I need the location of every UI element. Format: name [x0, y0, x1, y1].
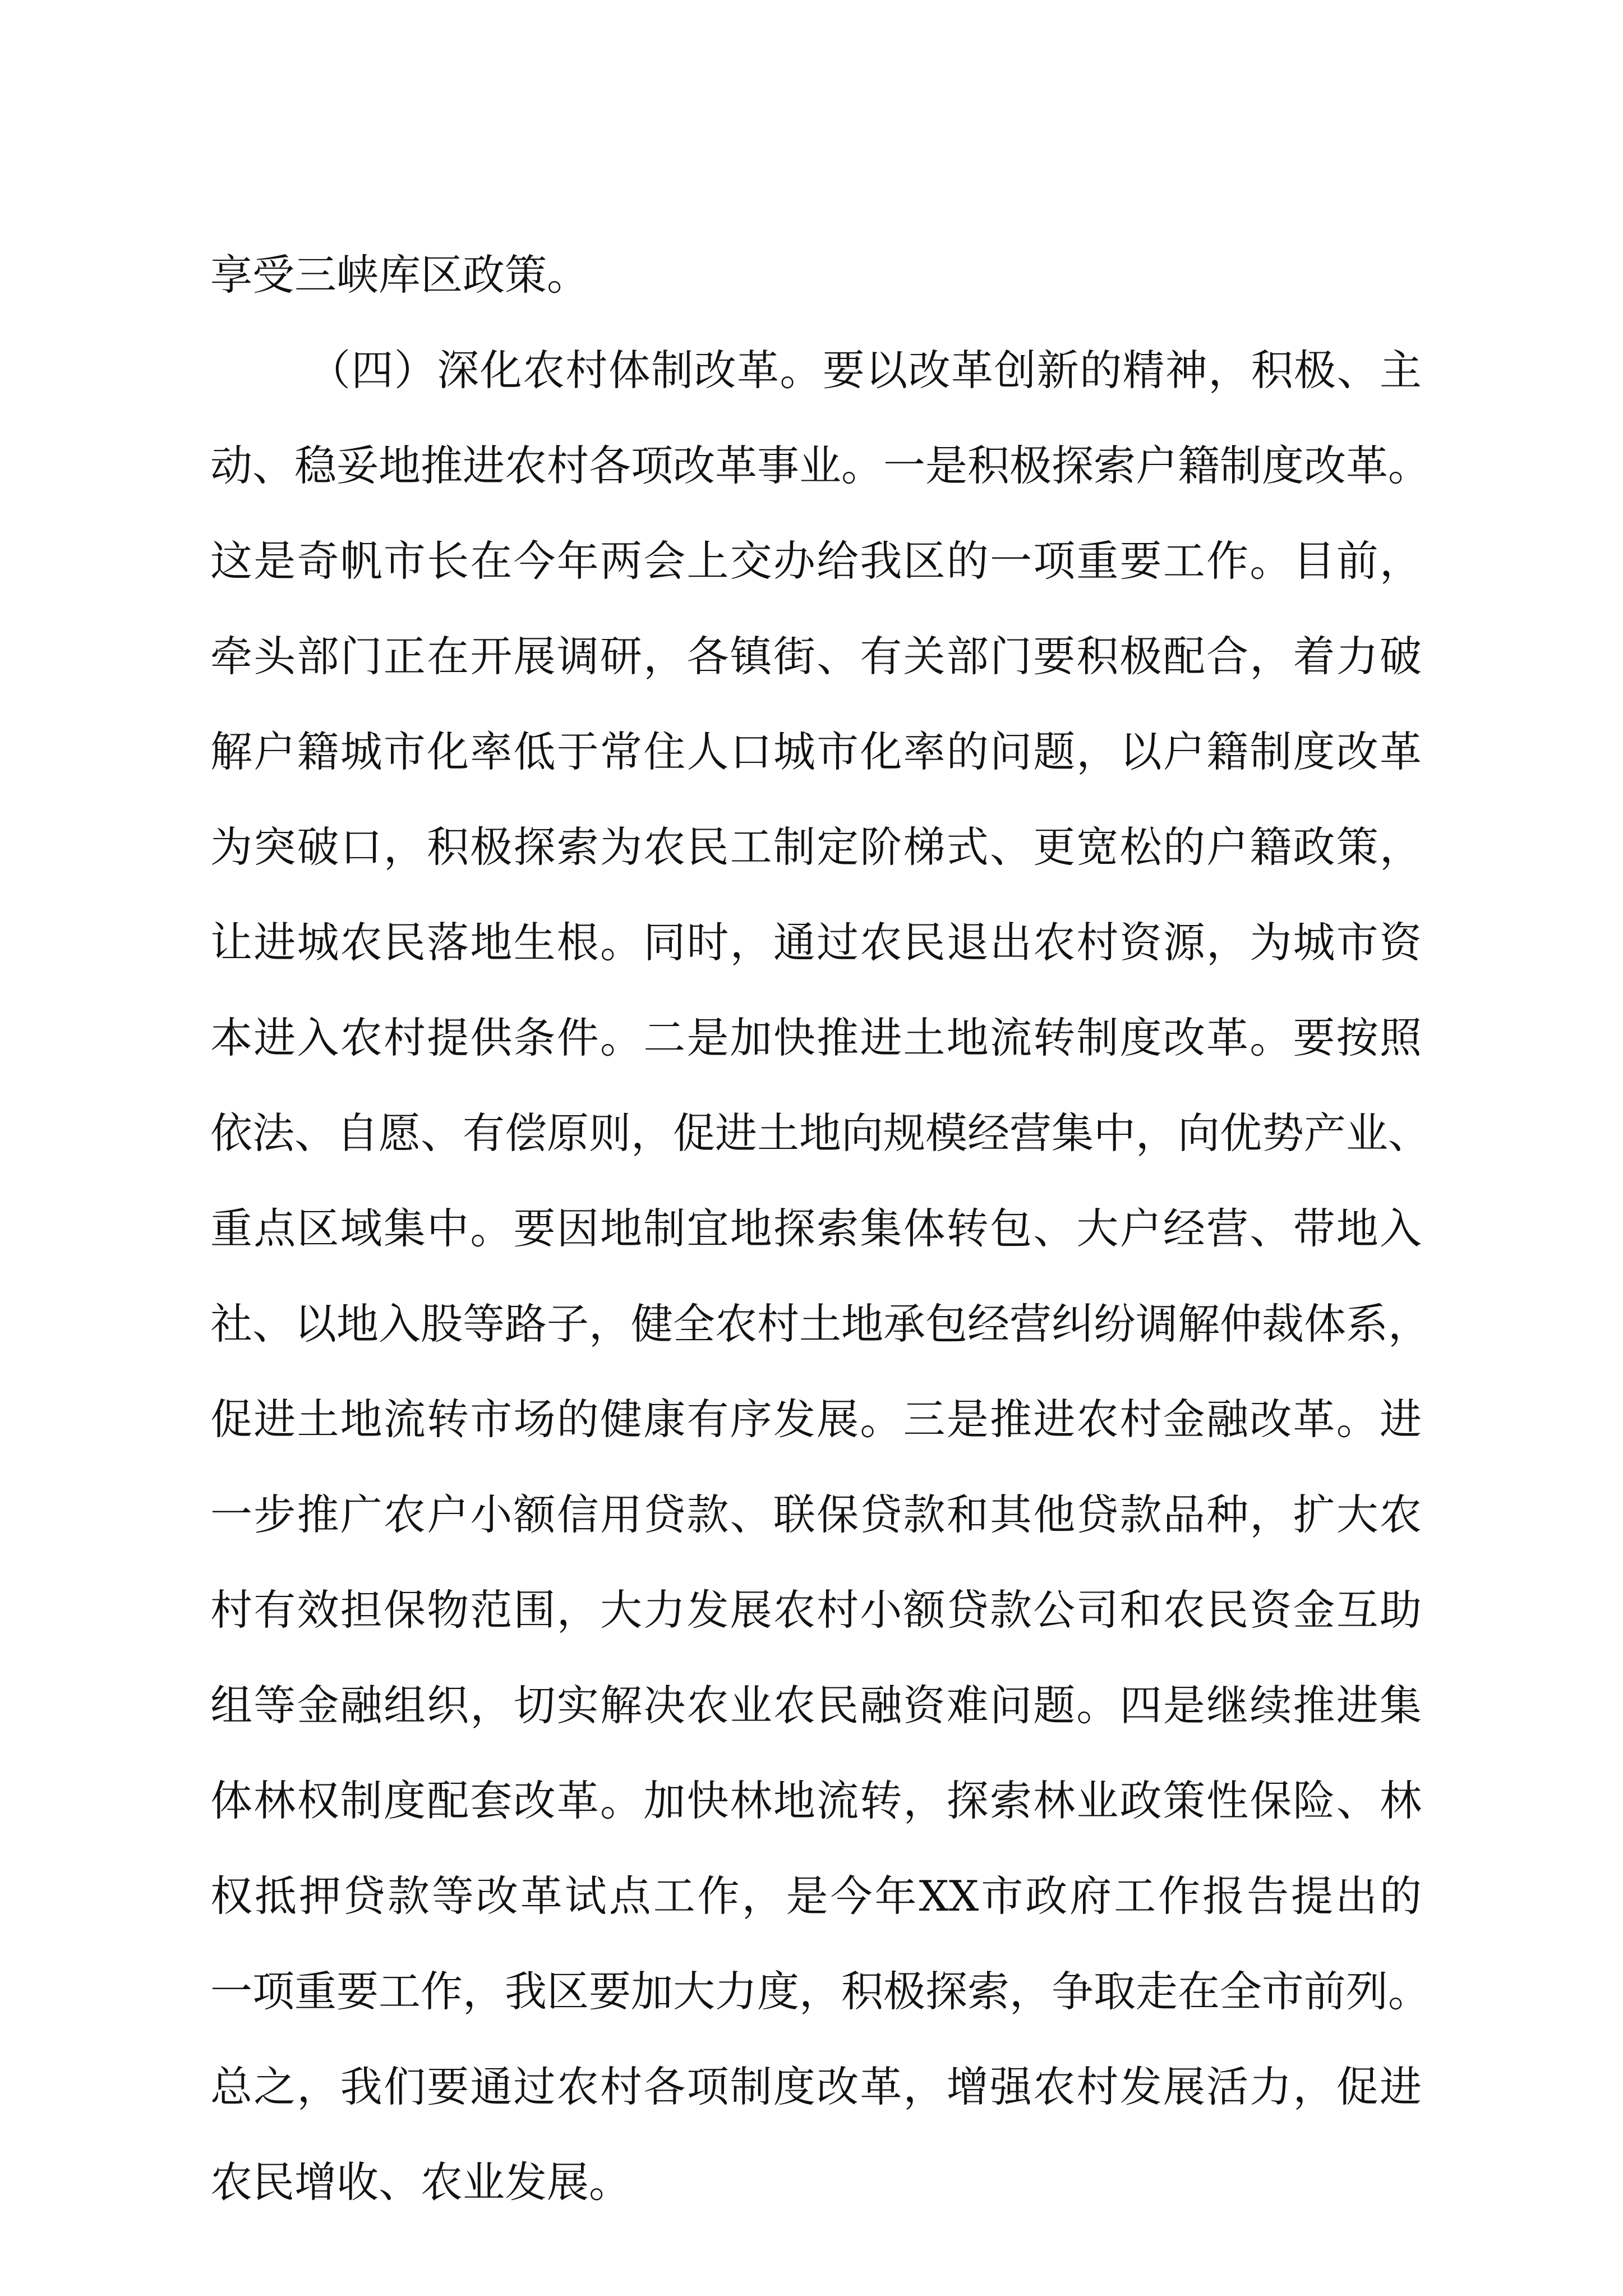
- section-heading-line: （四）深化农村体制改革。要以改革创新的精神，积极、主: [308, 346, 1422, 395]
- paragraph-line: 农民增收、农业发展。: [210, 2157, 631, 2207]
- paragraph-line: 动、稳妥地推进农村各项改革事业。一是积极探索户籍制度改革。: [210, 441, 1431, 490]
- paragraph-line: 牵头部门正在开展调研，各镇街、有关部门要积极配合，着力破: [210, 632, 1422, 681]
- paragraph-line: 促进土地流转市场的健康有序发展。三是推进农村金融改革。进: [210, 1395, 1422, 1444]
- paragraph-line: 一项重要工作，我区要加大力度，积极探索，争取走在全市前列。: [210, 1967, 1431, 2016]
- paragraph-line: 享受三峡库区政策。: [210, 250, 589, 300]
- paragraph-line: 本进入农村提供条件。二是加快推进土地流转制度改革。要按照: [210, 1013, 1422, 1062]
- paragraph-line: 社、以地入股等路子，健全农村土地承包经营纠纷调解仲裁体系，: [210, 1299, 1431, 1349]
- paragraph-line: 让进城农民落地生根。同时，通过农民退出农村资源，为城市资: [210, 918, 1422, 967]
- paragraph-line: 这是奇帆市长在今年两会上交办给我区的一项重要工作。目前，: [210, 536, 1422, 586]
- paragraph-line: 村有效担保物范围，大力发展农村小额贷款公司和农民资金互助: [210, 1585, 1422, 1635]
- paragraph-line: 组等金融组织，切实解决农业农民融资难问题。四是继续推进集: [210, 1681, 1422, 1730]
- paragraph-line: 解户籍城市化率低于常住人口城市化率的问题，以户籍制度改革: [210, 727, 1422, 776]
- paragraph-line: 一步推广农户小额信用贷款、联保贷款和其他贷款品种，扩大农: [210, 1490, 1422, 1539]
- paragraph-line: 为突破口，积极探索为农民工制定阶梯式、更宽松的户籍政策，: [210, 822, 1422, 872]
- paragraph-line: 依法、自愿、有偿原则，促进土地向规模经营集中，向优势产业、: [210, 1108, 1431, 1158]
- paragraph-line: 总之，我们要通过农村各项制度改革，增强农村发展活力，促进: [210, 2062, 1422, 2111]
- paragraph-line: 权抵押贷款等改革试点工作，是今年XX市政府工作报告提出的: [210, 1871, 1422, 1921]
- paragraph-line: 体林权制度配套改革。加快林地流转，探索林业政策性保险、林: [210, 1776, 1422, 1825]
- paragraph-line: 重点区域集中。要因地制宜地探索集体转包、大户经营、带地入: [210, 1204, 1422, 1253]
